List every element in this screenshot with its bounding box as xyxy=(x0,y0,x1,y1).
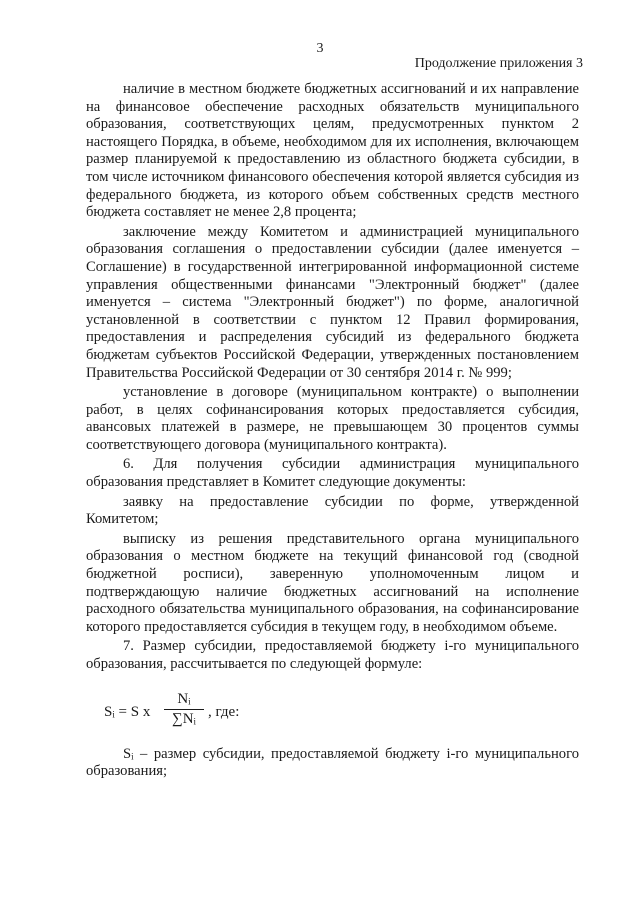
formula-denominator: ∑Nᵢ xyxy=(172,710,196,727)
formula-numerator: Nᵢ xyxy=(164,691,204,710)
paragraph-application: заявку на предоставление субсидии по форме, утвержденной Комитетом; xyxy=(86,493,579,528)
paragraph-si-definition: Sᵢ – размер субсидии, предоставляемой бюджету i-го муниципального образования; xyxy=(86,745,579,780)
formula-fraction xyxy=(164,691,204,728)
continuation-note: Продолжение приложения 3 xyxy=(414,56,583,71)
paragraph-budget-extract: выписку из решения представительного органа муниципального образования о местном бюджете на текущий финансовой год (сводной бюджетной росписи), заверенную уполномоченным лицом и подтверждающую наличие бюджетных ассигнований на исполнение расходного обязательства муниципального образования, на софинансирование которого предоставляется субсидия в текущем году, в необходимом объеме. xyxy=(86,530,579,635)
formula-lhs: Sᵢ = S x xyxy=(104,703,151,720)
paragraph-item-6: 6. Для получения субсидии администрация муниципального образования представляет в Комитет следующие документы: xyxy=(86,456,579,491)
formula-tail: , где: xyxy=(208,703,240,720)
document-body xyxy=(86,81,579,783)
page-number: 3 xyxy=(316,41,324,56)
paragraph-budget-allocations: наличие в местном бюджете бюджетных ассигнований и их направление на финансовое обеспечение расходных обязательств муниципального образования, соответствующих целям, предусмотренных пунктом 2 настоящего Порядка, в объеме, необходимом для их исполнения, включающем размер планируемой к предоставлению из областного бюджета субсидии, в том числе источником финансового обеспечения которой является субсидия из федерального бюджета, из которого объем собственных средств местного бюджета составляет не менее 2,8 процента; xyxy=(86,81,579,221)
paragraph-item-7: 7. Размер субсидии, предоставляемой бюджету i-го муниципального образования, рассчитывается по следующей формуле: xyxy=(86,638,579,672)
paragraph-agreement: заключение между Комитетом и администрацией муниципального образования соглашения о предоставлении субсидии (далее именуется – Соглашение) в государственной интегрированной информационной системе управления общественными финансами "Электронный бюджет" (далее именуется – система "Электронный бюджет") по форме, аналогичной установленной в соответствии с пунктом 12 Правил формирования, предоставления и распределения субсидий из федерального бюджета бюджетам субъектов Российской Федерации, утвержденных постановлением Правительства Российской Федерации от 30 сентября 2014 г. № 999; xyxy=(86,223,579,381)
subsidy-formula xyxy=(86,688,579,732)
paragraph-advance-payments: установление в договоре (муниципальном контракте) о выполнении работ, в целях софинансирования которых предоставляется субсидия, авансовых платежей в размере, не превышающем 30 процентов суммы соответствующего договора (муниципального контракта). xyxy=(86,384,579,453)
